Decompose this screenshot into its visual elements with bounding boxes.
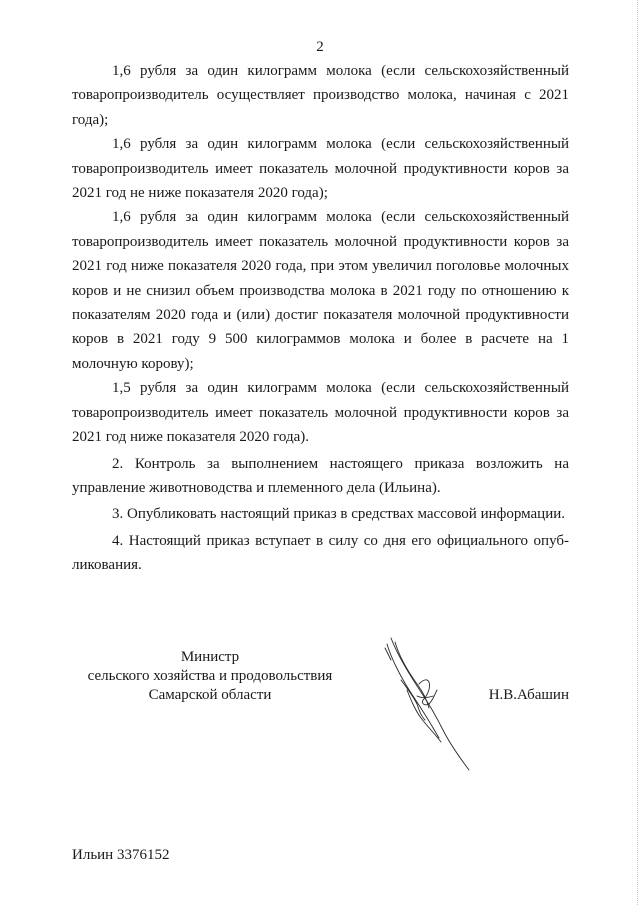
handwritten-signature — [377, 634, 487, 774]
signer-position — [80, 648, 340, 705]
signer-name: Н.В.Абашин — [488, 687, 569, 703]
scan-edge — [636, 0, 638, 905]
page-number: 2 — [316, 39, 324, 55]
signer-position-line: сельского хозяйства и продовольствия — [87, 668, 333, 684]
paragraph-effective-date-clause: 4. Настоящий приказ вступает в силу со дня его официального опубликования. — [72, 532, 569, 574]
paragraph-control-clause: 2. Контроль за выполнением настоящего приказа возложить на управление животноводства и племенного дела (Ильина). — [72, 455, 569, 496]
paragraph-rate-new-producer: 1,6 рубля за один килограмм молока (если сельскохозяйственный товаропроизводитель осуществляет производство молока, начиная с 2021 года); — [72, 63, 569, 128]
order-body — [72, 59, 569, 578]
paragraph-rate-below-2020-with-growth: 1,6 рубля за один килограмм молока (если сельскохозяйственный товаропроизводитель имеет показатель молочной продуктивности коров за 2021 год ниже показателя 2020 года, при этом увеличил поголовье молочных коров и не снизил объем производства молока в 2021 году по отношению к показателям 2020 года и (или) достиг показателя молочной продуктивности коров в 2021 году 9 500 килограммов молока и более в расчете на 1 молочную корову); — [72, 209, 569, 372]
paragraph-rate-not-below-2020: 1,6 рубля за один килограмм молока (если сельскохозяйственный товаропроизводитель имеет показатель молочной продуктивности коров за 2021 год не ниже показателя 2020 года); — [72, 136, 569, 202]
signer-position-line: Самарской области — [148, 687, 272, 703]
executor-info: Ильин 3376152 — [72, 847, 170, 863]
signer-position-line: Министр — [180, 649, 240, 665]
signature-block — [72, 648, 569, 798]
paragraph-rate-below-2020: 1,5 рубля за один килограмм молока (если сельскохозяйственный товаропроизводитель имеет показатель молочной продуктивности коров за 2021 год ниже показателя 2020 года). — [72, 380, 569, 446]
paragraph-publication-clause: 3. Опубликовать настоящий приказ в средствах массовой информации. — [112, 506, 566, 523]
